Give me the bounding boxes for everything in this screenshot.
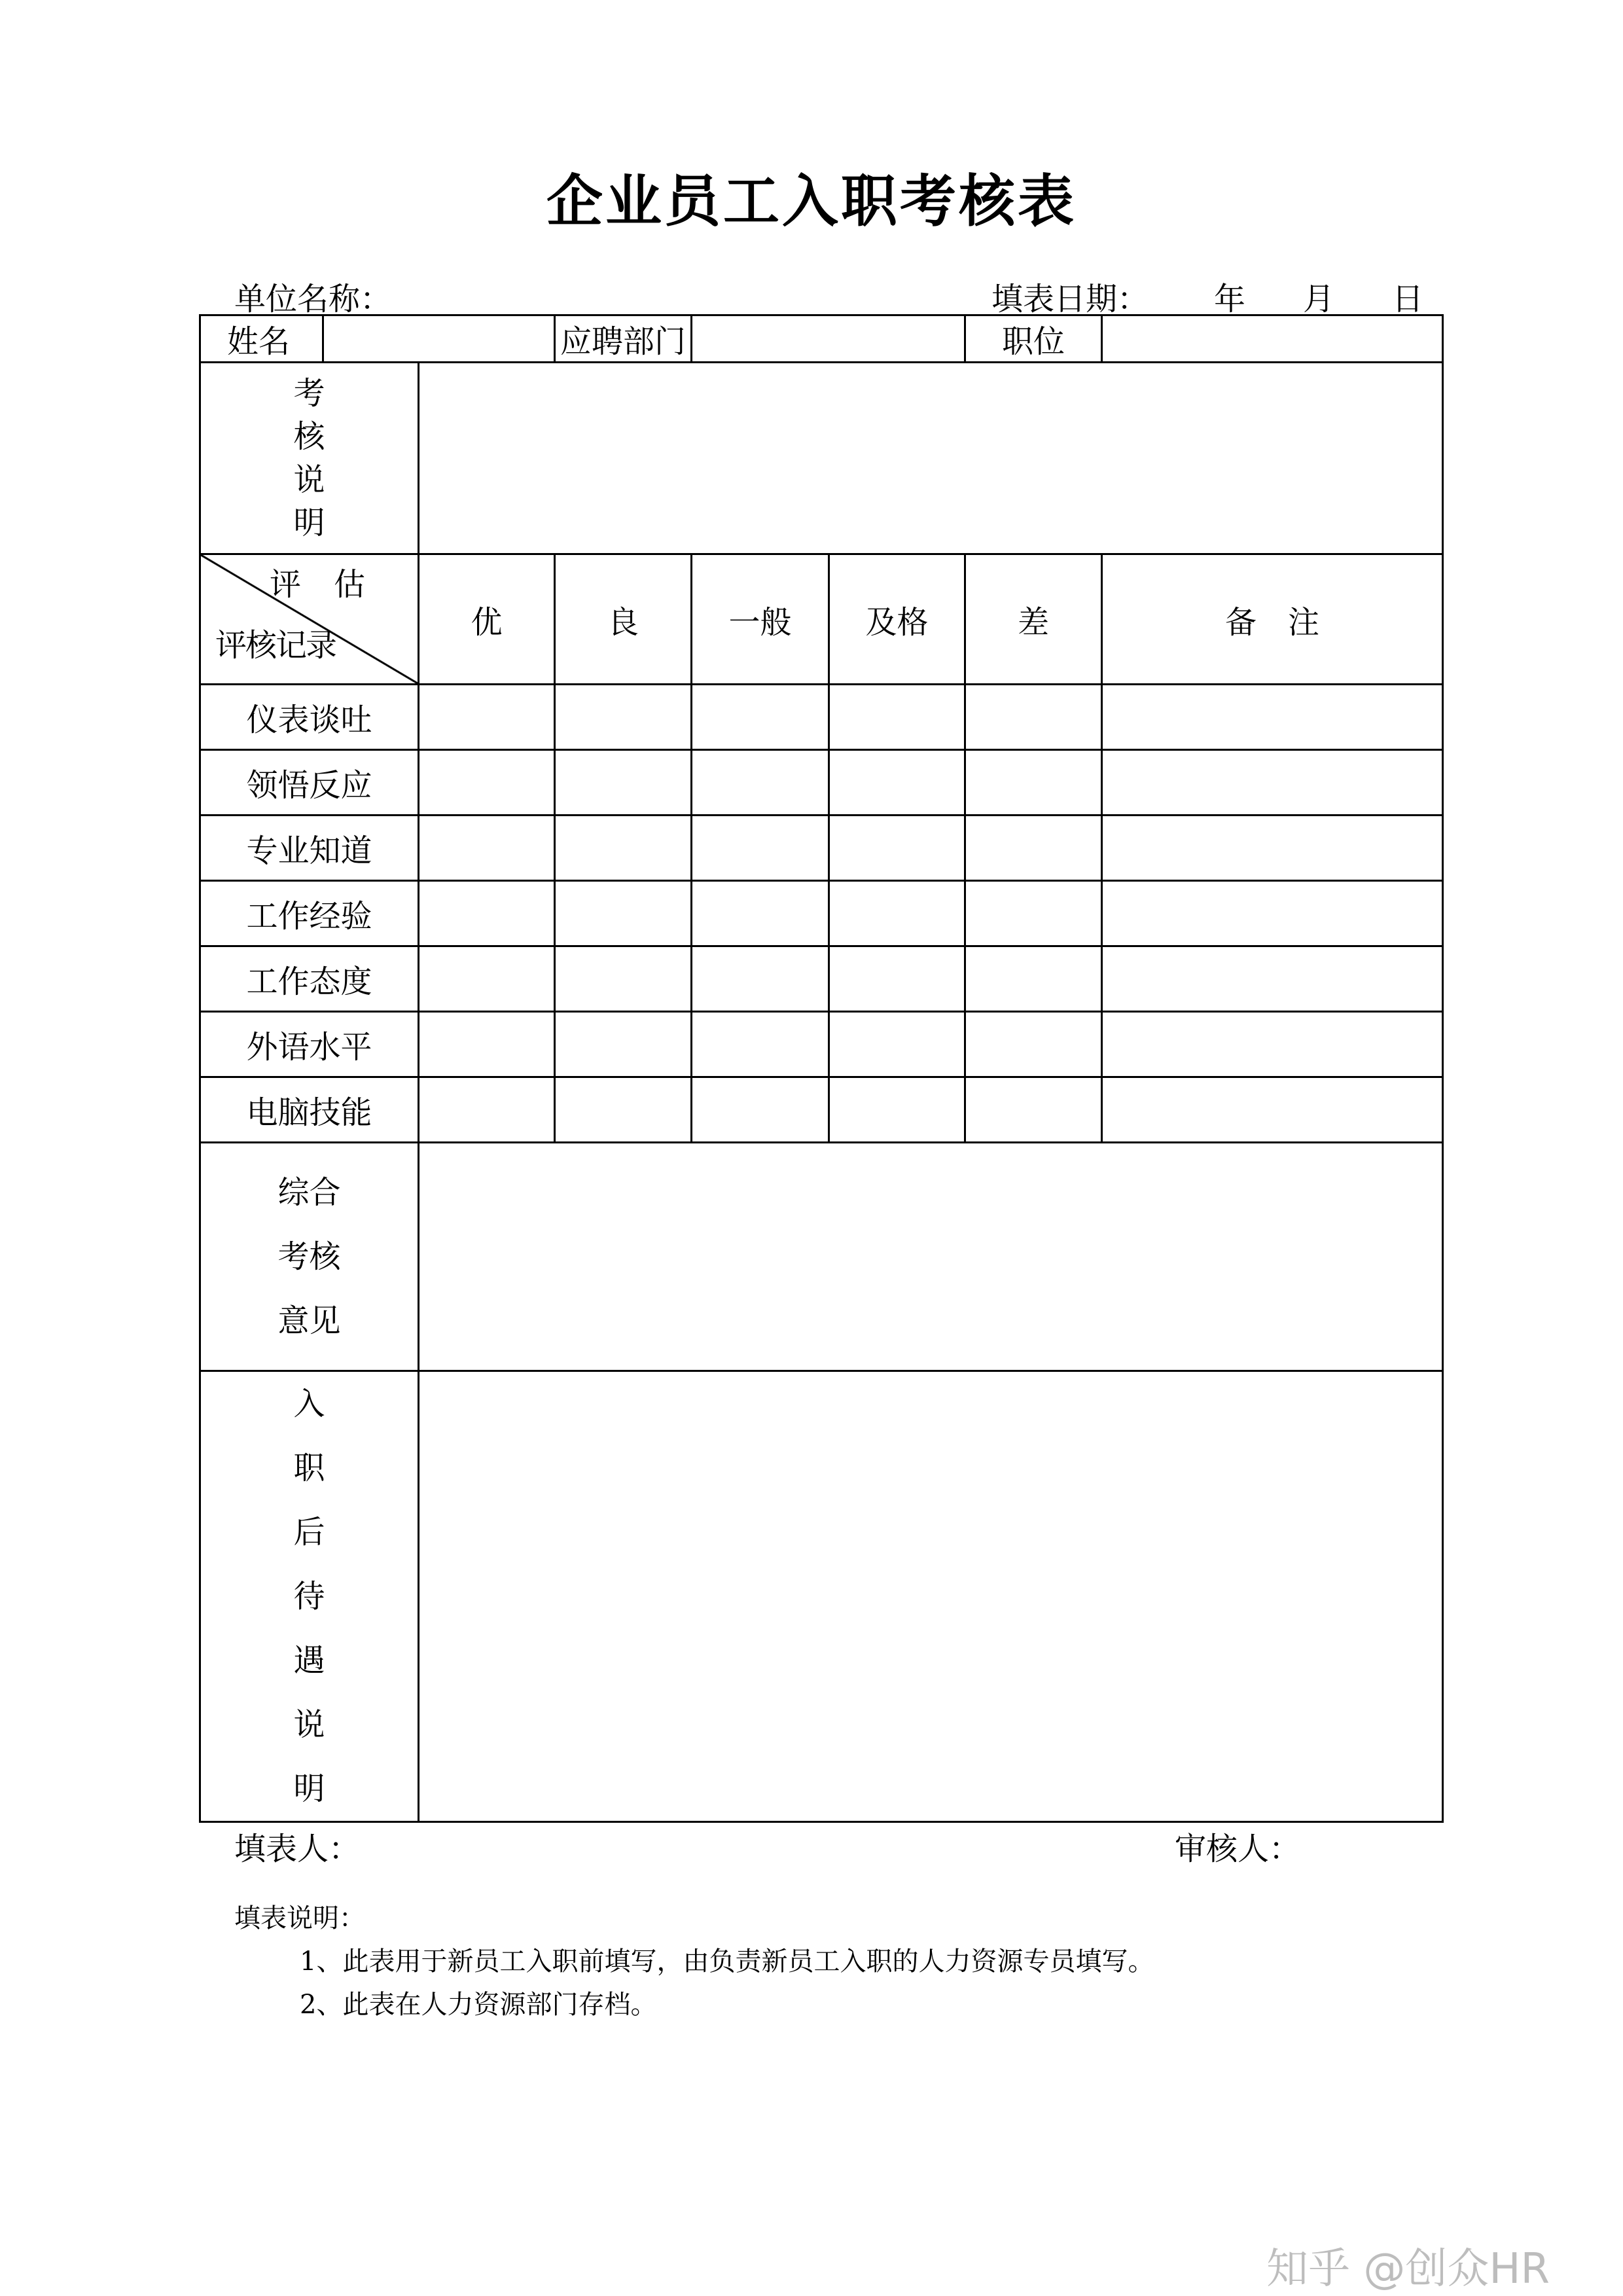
score-cell[interactable] <box>692 685 829 750</box>
assessment-desc-field[interactable] <box>419 363 1443 554</box>
treatment-char: 待 <box>293 1578 325 1615</box>
criteria-label: 仪表谈吐 <box>200 685 419 750</box>
score-cell[interactable] <box>692 881 829 946</box>
remark-cell[interactable] <box>1102 750 1443 816</box>
reviewer-label: 审核人： <box>1175 1831 1301 1867</box>
name-label: 姓名 <box>200 315 323 363</box>
department-field[interactable] <box>692 315 965 363</box>
score-cell[interactable] <box>692 1077 829 1143</box>
score-cell[interactable] <box>965 685 1102 750</box>
score-cell[interactable] <box>965 1012 1102 1077</box>
score-cell[interactable] <box>965 750 1102 816</box>
assessment-desc-char: 考 <box>293 375 325 412</box>
diagonal-header-cell <box>200 554 419 685</box>
overall-line: 综合 <box>277 1174 341 1211</box>
instruction-item: 1、此表用于新员工入职前填写，由负责新员工入职的人力资源专员填写。 <box>300 1946 1154 1977</box>
unit-name-label: 单位名称： <box>234 281 392 317</box>
name-field[interactable] <box>323 315 555 363</box>
criteria-label: 电脑技能 <box>200 1077 419 1143</box>
score-cell[interactable] <box>965 816 1102 881</box>
score-cell[interactable] <box>829 946 965 1012</box>
score-cell[interactable] <box>829 1012 965 1077</box>
filler-label: 填表人： <box>234 1831 361 1867</box>
score-cell[interactable] <box>692 750 829 816</box>
overall-row <box>200 1143 1443 1371</box>
diag-bottom-label: 评核记录 <box>215 627 336 664</box>
overall-label <box>200 1143 419 1371</box>
score-cell[interactable] <box>419 881 555 946</box>
criteria-label: 工作经验 <box>200 881 419 946</box>
score-cell[interactable] <box>692 1012 829 1077</box>
department-label: 应聘部门 <box>555 315 692 363</box>
treatment-char: 遇 <box>293 1642 325 1679</box>
score-cell[interactable] <box>692 946 829 1012</box>
score-cell[interactable] <box>555 816 692 881</box>
treatment-char: 入 <box>293 1386 325 1422</box>
remark-cell[interactable] <box>1102 816 1443 881</box>
position-label: 职位 <box>965 315 1102 363</box>
score-cell[interactable] <box>965 946 1102 1012</box>
overall-field[interactable] <box>419 1143 1443 1371</box>
criteria-label: 工作态度 <box>200 946 419 1012</box>
score-cell[interactable] <box>965 1077 1102 1143</box>
score-cell[interactable] <box>829 750 965 816</box>
level-good: 良 <box>555 554 692 685</box>
treatment-label <box>200 1371 419 1822</box>
month-label: 月 <box>1302 281 1334 317</box>
score-cell[interactable] <box>829 685 965 750</box>
criteria-row <box>200 816 1443 881</box>
score-cell[interactable] <box>555 946 692 1012</box>
remark-cell[interactable] <box>1102 946 1443 1012</box>
day-label: 日 <box>1391 281 1423 317</box>
overall-line: 意见 <box>277 1302 341 1339</box>
score-cell[interactable] <box>419 946 555 1012</box>
treatment-char: 说 <box>293 1706 325 1743</box>
remark-cell[interactable] <box>1102 685 1443 750</box>
criteria-row <box>200 750 1443 816</box>
assessment-desc-label <box>200 363 419 554</box>
assessment-desc-char: 核 <box>293 418 325 455</box>
remark-cell[interactable] <box>1102 1012 1443 1077</box>
score-cell[interactable] <box>419 816 555 881</box>
score-cell[interactable] <box>829 816 965 881</box>
score-cell[interactable] <box>419 685 555 750</box>
instruction-item: 2、此表在人力资源部门存档。 <box>300 1990 657 2020</box>
remark-cell[interactable] <box>1102 881 1443 946</box>
score-cell[interactable] <box>555 685 692 750</box>
criteria-row <box>200 1077 1443 1143</box>
diag-top-label: 评估 <box>269 566 398 603</box>
page-title: 企业员工入职考核表 <box>546 168 1077 234</box>
assessment-desc-row <box>200 363 1443 554</box>
fill-date-label: 填表日期： <box>991 281 1149 317</box>
assessment-form <box>199 314 1444 1823</box>
score-cell[interactable] <box>555 1077 692 1143</box>
criteria-row <box>200 946 1443 1012</box>
score-cell[interactable] <box>965 881 1102 946</box>
criteria-row <box>200 881 1443 946</box>
score-cell[interactable] <box>555 1012 692 1077</box>
score-cell[interactable] <box>692 816 829 881</box>
score-cell[interactable] <box>555 750 692 816</box>
grid-header-row <box>200 554 1443 685</box>
treatment-char: 后 <box>293 1514 325 1551</box>
treatment-field[interactable] <box>419 1371 1443 1822</box>
criteria-label: 外语水平 <box>200 1012 419 1077</box>
instructions-heading: 填表说明： <box>234 1903 365 1933</box>
treatment-char: 职 <box>293 1450 325 1486</box>
level-pass: 及格 <box>829 554 965 685</box>
criteria-row <box>200 1012 1443 1077</box>
assessment-desc-char: 说 <box>293 461 325 498</box>
criteria-label: 领悟反应 <box>200 750 419 816</box>
assessment-desc-char: 明 <box>293 505 325 541</box>
score-cell[interactable] <box>829 881 965 946</box>
score-cell[interactable] <box>419 750 555 816</box>
score-cell[interactable] <box>555 881 692 946</box>
treatment-char: 明 <box>293 1770 325 1807</box>
criteria-label: 专业知道 <box>200 816 419 881</box>
criteria-row <box>200 685 1443 750</box>
fill-instructions <box>234 1897 1154 2026</box>
remark-header: 备 注 <box>1102 554 1443 685</box>
year-label: 年 <box>1213 281 1245 317</box>
level-excellent: 优 <box>419 554 555 685</box>
header-row <box>200 315 1443 363</box>
fill-date <box>991 274 1423 319</box>
score-cell[interactable] <box>829 1077 965 1143</box>
overall-line: 考核 <box>277 1238 341 1275</box>
treatment-row <box>200 1371 1443 1822</box>
score-cell[interactable] <box>419 1012 555 1077</box>
level-poor: 差 <box>965 554 1102 685</box>
remark-cell[interactable] <box>1102 1077 1443 1143</box>
watermark: 知乎 @创众HR <box>1266 2245 1550 2293</box>
level-average: 一般 <box>692 554 829 685</box>
score-cell[interactable] <box>419 1077 555 1143</box>
position-field[interactable] <box>1102 315 1443 363</box>
